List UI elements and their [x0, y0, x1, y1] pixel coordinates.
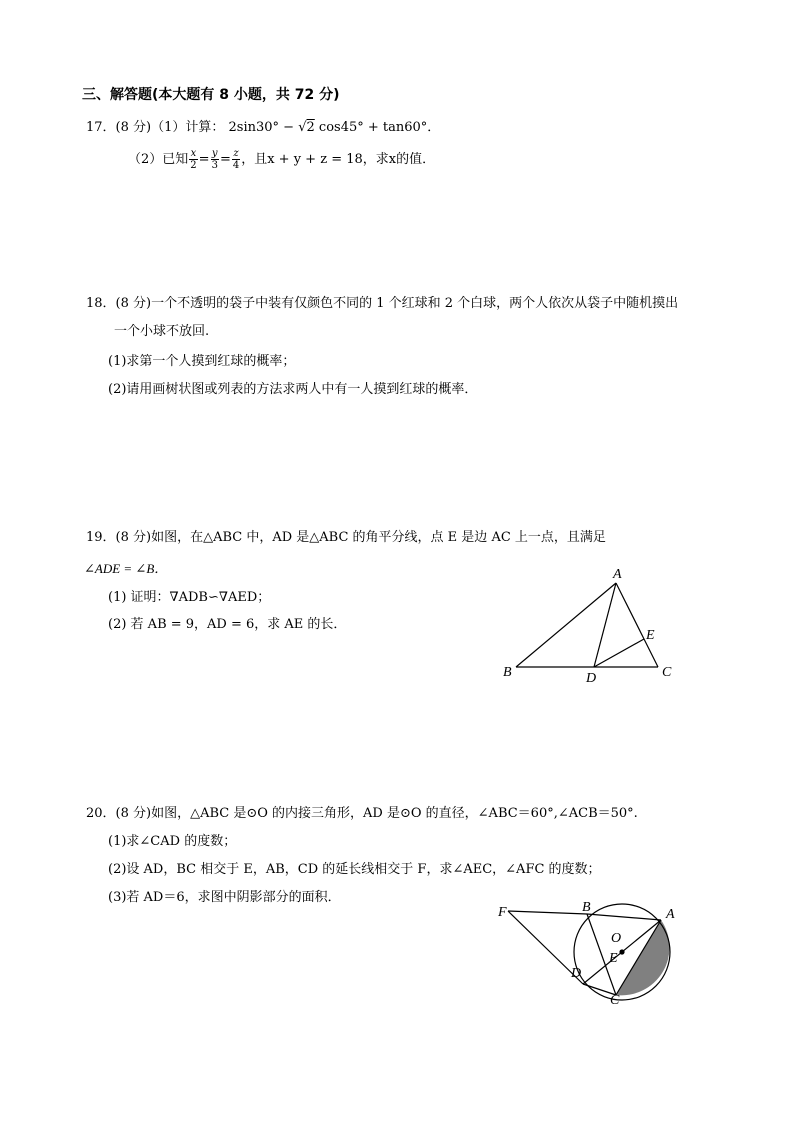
fraction-x-over-2: $\frac{x}{2}$: [190, 148, 197, 171]
vertex-label-d: D: [586, 671, 597, 684]
question-17-number: 17．(8 分)（1）计算：: [86, 120, 225, 135]
point-label-a: A: [666, 907, 675, 922]
vertex-label-c: C: [662, 665, 672, 680]
center-point-o: [619, 949, 624, 954]
segment-ac: [616, 583, 658, 667]
question-18-part1: (1)求第一个人摸到红球的概率；: [108, 354, 296, 369]
fraction-y-over-3: $\frac{y}{3}$: [211, 148, 218, 171]
question-19-line1: 19．(8 分)如图，在△ABC 中，AD 是△ABC 的角平分线，点 E 是边 AC 上一点，且满足: [86, 530, 606, 545]
segment-ba: [587, 914, 661, 920]
point-label-b: B: [582, 900, 591, 915]
fraction-z-over-4: $\frac{z}{4}$: [232, 148, 240, 171]
question-17-line1: [86, 116, 440, 135]
vertex-label-e: E: [646, 628, 655, 643]
question-17-part2: （2）已知 $\frac{x}{2}$ = $\frac{y}{3}$ = $\frac{z}{4}$ ，且x + y + z = 18，求x的值．: [128, 148, 436, 171]
vertex-label-b: B: [503, 665, 512, 680]
question-20-line1: 20．(8 分)如图，△ABC 是⊙O 的内接三角形，AD 是⊙O 的直径，∠ABC＝60°,∠ACB＝50°.: [86, 806, 638, 821]
question-19-part1: (1) 证明：∇ADB∽∇AED；: [108, 590, 271, 605]
segment-ab: [516, 583, 616, 667]
section-heading: 三、解答题(本大题有 8 小题，共 72 分): [82, 87, 340, 103]
point-label-e: E: [609, 951, 618, 966]
question-18-part2: (2)请用画树状图或列表的方法求两人中有一人摸到红球的概率．: [108, 382, 478, 397]
question-18-line2: 一个小球不放回.: [114, 324, 210, 339]
segment-de: [594, 639, 644, 667]
segment-ad: [594, 583, 616, 667]
q17-expr-part2: cos45° + tan60°．: [318, 120, 441, 135]
question-20-part3: (3)若 AD＝6，求图中阴影部分的面积．: [108, 890, 341, 905]
triangle-abc-figure: [498, 562, 680, 684]
q17-p2-lead: （2）已知: [128, 152, 189, 167]
point-label-o: O: [611, 931, 622, 946]
sqrt-icon: √2: [298, 120, 315, 135]
vertex-label-a: A: [613, 567, 622, 582]
question-19-line2: ∠ADE = ∠B．: [84, 561, 168, 576]
shaded-segment: [616, 920, 670, 995]
circle-o-figure: [494, 898, 684, 1006]
q17-expr-part1: 2sin30° −: [228, 120, 295, 135]
question-20-part2: (2)设 AD，BC 相交于 E，AB，CD 的延长线相交于 F，求∠AEC，∠AFC 的度数；: [108, 862, 601, 877]
q17-sqrt-arg: 2: [306, 120, 315, 135]
question-19-part2: (2) 若 AB = 9，AD = 6，求 AE 的长．: [108, 617, 347, 632]
point-label-d: D: [571, 966, 582, 981]
q17-p2-condition: ，且x + y + z = 18，求x的值．: [241, 152, 436, 167]
question-20-part1: (1)求∠CAD 的度数；: [108, 834, 237, 849]
point-label-f: F: [498, 905, 507, 920]
question-18-line1: 18．(8 分)一个不透明的袋子中装有仅颜色不同的 1 个红球和 2 个白球，两个人依次从袋子中随机摸出: [86, 296, 679, 311]
segment-fb: [508, 911, 587, 914]
point-label-c: C: [610, 993, 620, 1006]
